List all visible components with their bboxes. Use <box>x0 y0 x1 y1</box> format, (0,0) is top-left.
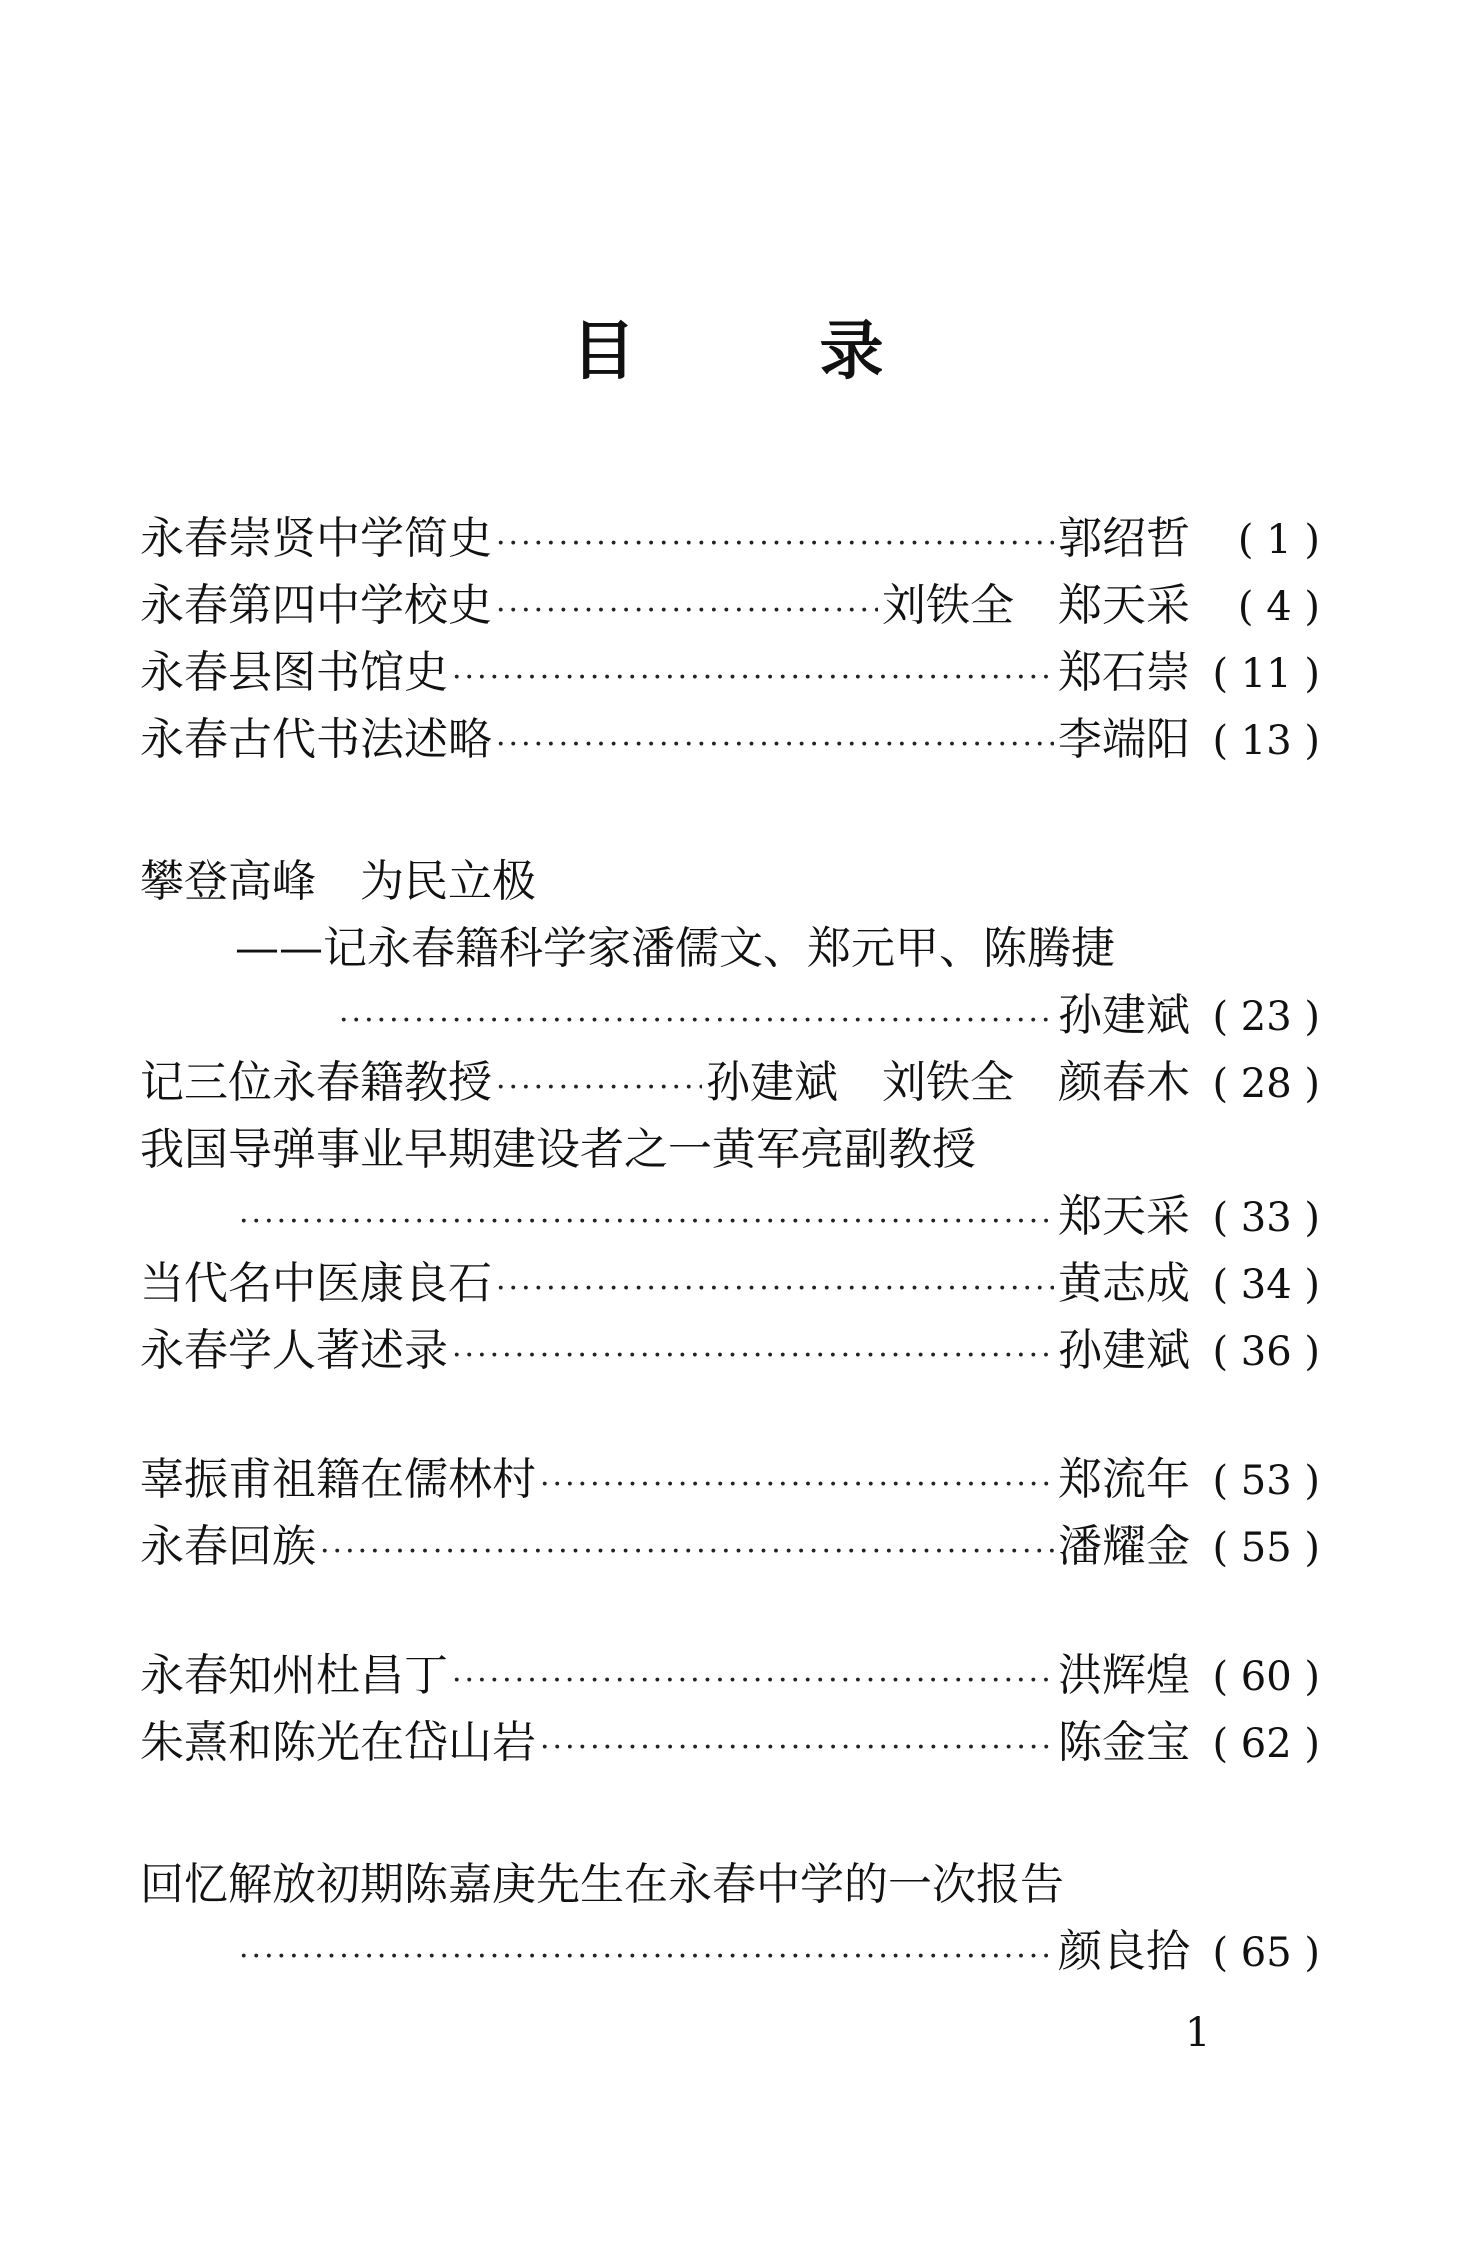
entry-title: 回忆解放初期陈嘉庚先生在永春中学的一次报告 <box>140 1859 1064 1910</box>
entry-author: 李端阳 <box>1058 714 1190 765</box>
toc-entry-continuation <box>140 1183 1320 1250</box>
toc-entry-subtitle <box>140 915 1320 982</box>
leader-dots <box>239 1923 1054 1990</box>
leader-dots <box>540 1714 1054 1781</box>
entry-page: ( 28 ) <box>1212 1061 1320 1107</box>
entry-title: 永春学人著述录 <box>140 1325 448 1376</box>
toc-entry-heading <box>140 1851 1320 1918</box>
toc-entry <box>140 1513 1320 1580</box>
entry-page: ( 36 ) <box>1212 1329 1320 1375</box>
entry-page: ( 53 ) <box>1212 1458 1320 1504</box>
entry-author: 孙建斌 刘铁全 颜春木 <box>706 1057 1190 1108</box>
leader-dots <box>496 510 1054 577</box>
entry-title: 永春知州杜昌丁 <box>140 1650 448 1701</box>
entry-title: 永春第四中学校史 <box>140 580 492 631</box>
entry-author: 郑石崇 <box>1058 647 1190 698</box>
entry-author: 郑流年 <box>1058 1454 1190 1505</box>
leader-dots <box>496 577 878 644</box>
entry-title: 辜振甫祖籍在儒林村 <box>140 1454 536 1505</box>
entry-author: 郭绍哲 <box>1058 513 1190 564</box>
toc-entry <box>140 572 1320 639</box>
entry-title: 我国导弹事业早期建设者之一黄军亮副教授 <box>140 1124 976 1175</box>
toc-entry-heading <box>140 1116 1320 1183</box>
toc-entry-continuation <box>140 1918 1320 1985</box>
entry-page: ( 55 ) <box>1212 1525 1320 1571</box>
entry-page: ( 1 ) <box>1237 517 1320 563</box>
title-left-char: 目 <box>571 314 640 389</box>
leader-dots <box>496 711 1054 778</box>
toc-entry <box>140 1049 1320 1116</box>
entry-author: 郑天采 <box>1058 1191 1190 1242</box>
entry-title: 永春古代书法述略 <box>140 714 492 765</box>
entry-title: 永春县图书馆史 <box>140 647 448 698</box>
toc-entry <box>140 1317 1320 1384</box>
entry-page: ( 23 ) <box>1212 994 1320 1040</box>
leader-dots <box>452 1322 1054 1389</box>
leader-dots <box>496 1255 1054 1322</box>
entry-title: 攀登高峰 为民立极 <box>140 856 536 907</box>
toc-entry <box>140 1446 1320 1513</box>
entry-page: ( 34 ) <box>1212 1262 1320 1308</box>
entry-title: 当代名中医康良石 <box>140 1258 492 1309</box>
leader-dots <box>452 644 1054 711</box>
toc-entry <box>140 1250 1320 1317</box>
toc-entry <box>140 639 1320 706</box>
entry-page: ( 65 ) <box>1212 1930 1320 1976</box>
entry-author: 刘铁全 郑天采 <box>882 580 1190 631</box>
toc-entry <box>140 706 1320 773</box>
toc-entry <box>140 1642 1320 1709</box>
entry-author: 陈金宝 <box>1058 1717 1190 1768</box>
entry-title: 朱熹和陈光在岱山岩 <box>140 1717 536 1768</box>
toc-entry <box>140 1709 1320 1776</box>
entry-page: ( 4 ) <box>1237 584 1320 630</box>
leader-dots <box>339 987 1054 1054</box>
entry-page: ( 13 ) <box>1212 718 1320 764</box>
entry-page: ( 33 ) <box>1212 1195 1320 1241</box>
entry-page: ( 62 ) <box>1212 1721 1320 1767</box>
entry-author: 洪辉煌 <box>1058 1650 1190 1701</box>
title-right-char: 录 <box>819 314 888 389</box>
entry-page: ( 11 ) <box>1212 651 1320 697</box>
page-title <box>0 300 1459 392</box>
entry-subtitle: ——记永春籍科学家潘儒文、郑元甲、陈腾捷 <box>235 923 1115 974</box>
leader-dots <box>452 1647 1054 1714</box>
page-number: 1 <box>1185 2010 1211 2056</box>
table-of-contents <box>140 505 1320 1985</box>
entry-author: 孙建斌 <box>1058 990 1190 1041</box>
toc-entry-continuation <box>140 982 1320 1049</box>
toc-entry-heading <box>140 848 1320 915</box>
entry-author: 潘耀金 <box>1058 1521 1190 1572</box>
leader-dots <box>320 1518 1054 1585</box>
entry-author: 孙建斌 <box>1058 1325 1190 1376</box>
entry-title: 记三位永春籍教授 <box>140 1057 492 1108</box>
entry-page: ( 60 ) <box>1212 1654 1320 1700</box>
leader-dots <box>496 1054 702 1121</box>
toc-entry <box>140 505 1320 572</box>
leader-dots <box>239 1188 1054 1255</box>
entry-author: 黄志成 <box>1058 1258 1190 1309</box>
leader-dots <box>540 1451 1054 1518</box>
entry-title: 永春崇贤中学简史 <box>140 513 492 564</box>
entry-author: 颜良拾 <box>1058 1926 1190 1977</box>
entry-title: 永春回族 <box>140 1521 316 1572</box>
